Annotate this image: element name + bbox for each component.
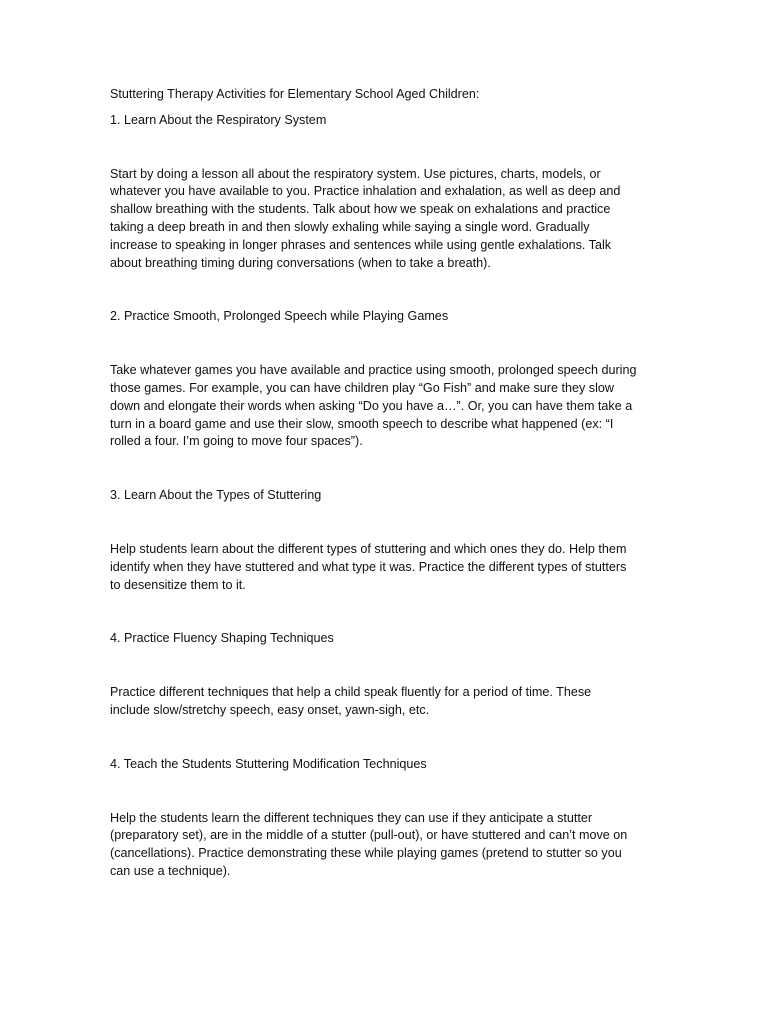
paragraph-line: (cancellations). Practice demonstrating these while playing games (pretend to stutter so you: [110, 846, 622, 861]
section-smooth-speech-games: [110, 308, 670, 451]
section-paragraph: [110, 166, 670, 273]
paragraph-line: taking a deep breath in and then slowly exhaling while saying a single word. Gradually: [110, 219, 590, 234]
paragraph-line: shallow breathing with the students. Talk about how we speak on exhalations and practice: [110, 202, 611, 217]
document-body: [110, 86, 670, 917]
paragraph-line: can use a technique).: [110, 863, 231, 878]
section-heading: 2. Practice Smooth, Prolonged Speech while Playing Games: [110, 309, 449, 324]
section-paragraph: [110, 362, 670, 451]
paragraph-line: Take whatever games you have available and practice using smooth, prolonged speech during: [110, 363, 637, 378]
section-heading: 1. Learn About the Respiratory System: [110, 112, 327, 127]
section-paragraph: [110, 684, 670, 720]
paragraph-line: turn in a board game and use their slow, smooth speech to describe what happened (ex: “I: [110, 416, 614, 431]
section-stuttering-modification: [110, 756, 670, 881]
paragraph-line: (preparatory set), are in the middle of a stutter (pull-out), or have stuttered and can’t move on: [110, 828, 628, 843]
paragraph-line: rolled a four. I’m going to move four spaces”).: [110, 434, 363, 449]
paragraph-line: Start by doing a lesson all about the respiratory system. Use pictures, charts, models, or: [110, 166, 601, 181]
paragraph-line: include slow/stretchy speech, easy onset, yawn-sigh, etc.: [110, 702, 430, 717]
paragraph-line: to desensitize them to it.: [110, 577, 246, 592]
section-paragraph: [110, 810, 670, 881]
paragraph-line: about breathing timing during conversations (when to take a breath).: [110, 255, 491, 270]
section-heading: 4. Teach the Students Stuttering Modification Techniques: [110, 756, 427, 771]
document-title: Stuttering Therapy Activities for Elementary School Aged Children:: [110, 87, 480, 101]
section-respiratory-system: [110, 112, 670, 273]
paragraph-line: those games. For example, you can have children play “Go Fish” and make sure they slow: [110, 380, 614, 395]
section-heading: 4. Practice Fluency Shaping Techniques: [110, 631, 334, 646]
section-heading: 3. Learn About the Types of Stuttering: [110, 488, 322, 503]
paragraph-line: identify when they have stuttered and what type it was. Practice the different types of stutters: [110, 559, 627, 574]
paragraph-line: down and elongate their words when asking “Do you have a…”. Or, you can have them take a: [110, 398, 633, 413]
paragraph-line: whatever you have available to you. Practice inhalation and exhalation, as well as deep and: [110, 184, 621, 199]
section-fluency-shaping: [110, 630, 670, 719]
paragraph-line: Help students learn about the different types of stuttering and which ones they do. Help them: [110, 541, 627, 556]
paragraph-line: Practice different techniques that help a child speak fluently for a period of time. These: [110, 685, 592, 700]
section-paragraph: [110, 541, 670, 594]
section-types-of-stuttering: [110, 487, 670, 594]
paragraph-line: increase to speaking in longer phrases and sentences while using gentle exhalations. Talk: [110, 237, 612, 252]
paragraph-line: Help the students learn the different techniques they can use if they anticipate a stutter: [110, 810, 593, 825]
